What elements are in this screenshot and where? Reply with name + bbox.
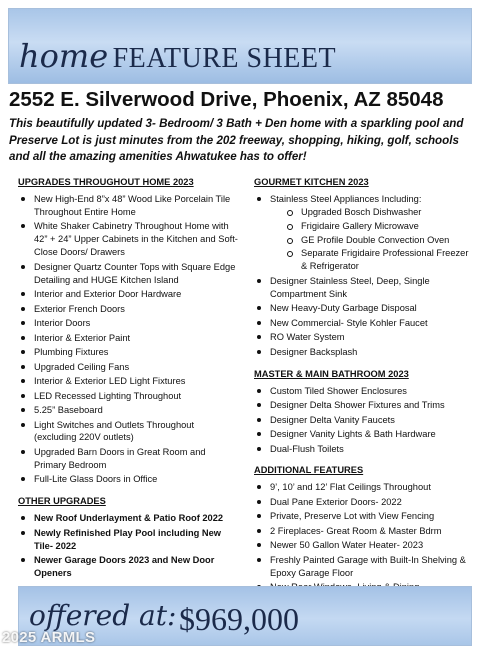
title-caps-word: FEATURE SHEET (112, 43, 337, 74)
intro-paragraph: This beautifully updated 3- Bedroom/ 3 Bath + Den home with a sparkling pool and Preserve Lot is just minutes from the 202 freeway, shopping, hiking, golf, schools and all the amazing amenities Ahwatukee has to offer! (9, 117, 464, 163)
sub-list-item: Upgraded Bosch Dishwasher (270, 206, 472, 219)
list-item: Upgraded Barn Doors in Great Room and Primary Bedroom (18, 446, 238, 472)
list-item (254, 193, 472, 273)
list-item: Designer Quartz Counter Tops with Square Edge Detailing and HUGE Kitchen Island (18, 261, 238, 287)
bathroom-heading: MASTER & MAIN BATHROOM 2023 (254, 368, 409, 379)
title-script-word: home (19, 37, 109, 75)
list-item: Newer 50 Gallon Water Heater- 2023 (254, 539, 472, 552)
list-item: Private, Preserve Lot with View Fencing (254, 510, 472, 523)
list-item: LED Recessed Lighting Throughout (18, 390, 238, 403)
property-address: 2552 E. Silverwood Drive, Phoenix, AZ 85048 (9, 88, 444, 111)
kitchen-list (254, 193, 472, 359)
offered-label: offered at: (29, 599, 177, 632)
list-item: Newer Garage Doors 2023 and New Door Openers (18, 554, 238, 580)
list-item: Interior and Exterior Door Hardware (18, 288, 238, 301)
list-item: Interior Doors (18, 317, 238, 330)
list-item: 9’, 10’ and 12’ Flat Ceilings Throughout (254, 481, 472, 494)
list-item: Designer Backsplash (254, 346, 472, 359)
left-column (18, 176, 238, 581)
sub-list-item: GE Profile Double Convection Oven (270, 234, 472, 247)
list-item: Upgraded Ceiling Fans (18, 361, 238, 374)
list-item: Designer Delta Vanity Faucets (254, 414, 472, 427)
copyright-watermark: 2025 ARMLS (2, 629, 96, 646)
price-amount: $969,000 (179, 601, 299, 637)
other-upgrades-list (18, 512, 238, 580)
feature-sheet-title (19, 37, 336, 75)
list-item: Interior & Exterior LED Light Fixtures (18, 375, 238, 388)
right-column (254, 176, 472, 596)
list-item: Exterior French Doors (18, 303, 238, 316)
list-item: Interior & Exterior Paint (18, 332, 238, 345)
list-item: 5.25” Baseboard (18, 404, 238, 417)
upgrades-heading: UPGRADES THROUGHOUT HOME 2023 (18, 177, 194, 187)
appliances-label: Stainless Steel Appliances Including: (270, 193, 422, 204)
list-item: Newly Refinished Play Pool including New Tile- 2022 (18, 527, 238, 553)
list-item: Freshly Painted Garage with Built-In Shelving & Epoxy Garage Floor (254, 554, 472, 580)
list-item: Designer Delta Shower Fixtures and Trims (254, 399, 472, 412)
list-item: Designer Stainless Steel, Deep, Single Compartment Sink (254, 275, 472, 301)
list-item: Designer Vanity Lights & Bath Hardware (254, 428, 472, 441)
appliance-sublist (270, 206, 472, 273)
list-item: 2 Fireplaces- Great Room & Master Bdrm (254, 525, 472, 538)
list-item: Light Switches and Outlets Throughout (excluding 220V outlets) (18, 419, 238, 445)
list-item: Plumbing Fixtures (18, 346, 238, 359)
bathroom-list (254, 385, 472, 456)
list-item: RO Water System (254, 331, 472, 344)
list-item: Full-Lite Glass Doors in Office (18, 473, 238, 486)
list-item: New Heavy-Duty Garbage Disposal (254, 302, 472, 315)
list-item: White Shaker Cabinetry Throughout Home with 42” + 24” Upper Cabinets in the Kitchen and Soft-Close Doors/ Drawers (18, 220, 238, 259)
upgrades-list (18, 193, 238, 486)
sub-list-item: Separate Frigidaire Professional Freezer & Refrigerator (270, 247, 472, 273)
list-item: Dual Pane Exterior Doors- 2022 (254, 496, 472, 509)
header-banner (8, 8, 472, 84)
list-item: New High-End 8”x 48” Wood Like Porcelain Tile Throughout Entire Home (18, 193, 238, 219)
list-item: New Commercial- Style Kohler Faucet (254, 317, 472, 330)
kitchen-heading: GOURMET KITCHEN 2023 (254, 177, 369, 187)
additional-list (254, 481, 472, 594)
list-item: New Roof Underlayment & Patio Roof 2022 (18, 512, 238, 525)
other-upgrades-heading: OTHER UPGRADES (18, 496, 106, 507)
list-item: Dual-Flush Toilets (254, 443, 472, 456)
list-item: Custom Tiled Shower Enclosures (254, 385, 472, 398)
additional-heading: ADDITIONAL FEATURES (254, 465, 364, 476)
sub-list-item: Frigidaire Gallery Microwave (270, 220, 472, 233)
